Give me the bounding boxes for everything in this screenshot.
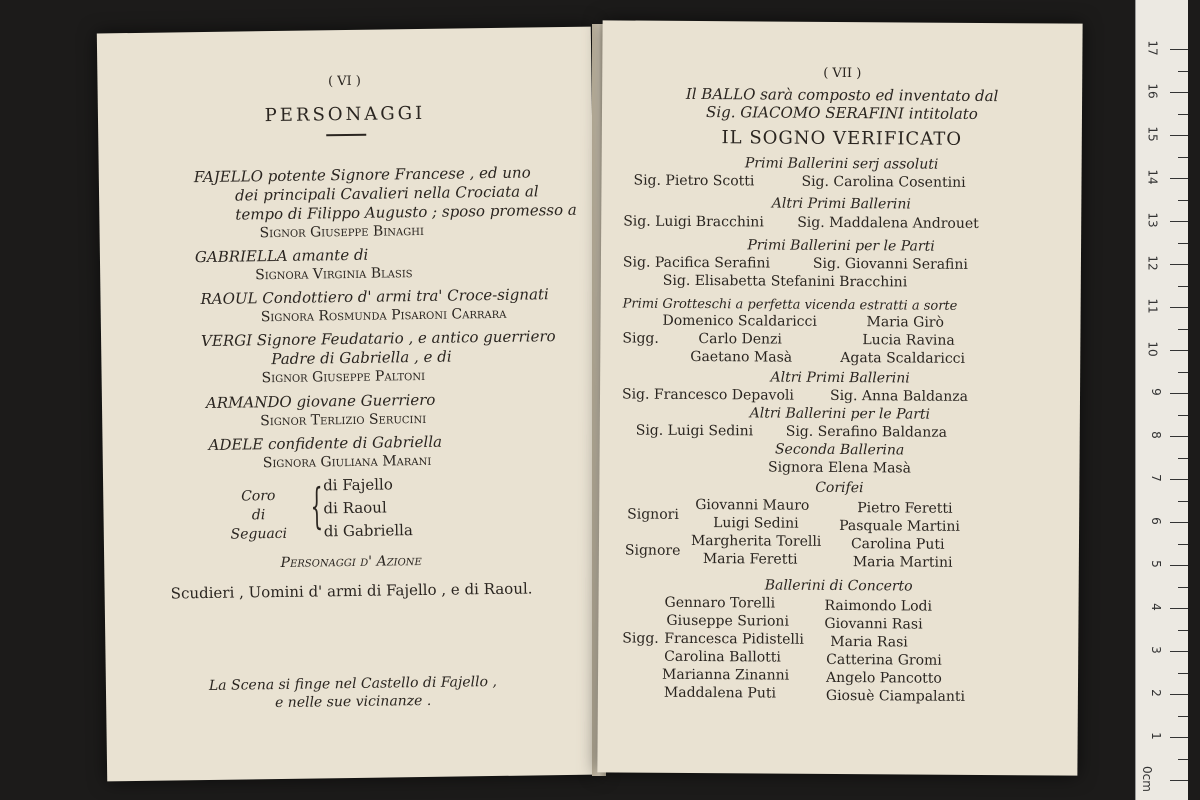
dancer: Lucia Ravina	[862, 332, 955, 349]
dancer: Gennaro Torelli	[664, 594, 776, 612]
intro-line: Il BALLO sarà composto ed inventato dal	[685, 84, 999, 106]
ruler-tick	[1170, 608, 1188, 609]
section-title: Altri Ballerini per le Parti	[749, 405, 931, 423]
scena-line: e nelle sue vicinanze .	[274, 692, 432, 712]
ruler-tick	[1178, 673, 1188, 674]
dancer: Pietro Feretti	[857, 500, 953, 517]
signore-label: Signore	[624, 542, 681, 559]
section-title: Primi Ballerini per le Parti	[747, 237, 935, 255]
ruler-tick	[1178, 759, 1188, 760]
ruler-tick	[1178, 501, 1188, 502]
dancer: Sig. Pacifica Serafini	[622, 254, 771, 272]
dancer: Margherita Torelli	[690, 532, 822, 550]
dancer: Luigi Sedini	[713, 515, 799, 532]
char-actor: Signora Rosmunda Pisaroni Carrara	[260, 305, 507, 326]
char-role: ARMANDO giovane Guerriero	[205, 390, 436, 412]
dancer: Sig. Luigi Bracchini	[623, 213, 764, 231]
azione-text: Scudieri , Uomini d' armi di Fajello , e di Raoul.	[170, 579, 533, 603]
dancer: Sig. Anna Baldanza	[829, 387, 969, 405]
ruler-tick	[1170, 307, 1188, 308]
ruler-tick	[1170, 565, 1188, 566]
ruler-tick	[1170, 522, 1188, 523]
ruler-tick	[1178, 157, 1188, 158]
ruler-tick	[1178, 114, 1188, 115]
dancer: Giovanni Rasi	[824, 615, 923, 633]
ruler-label: 11	[1145, 298, 1160, 314]
coro-item: di Raoul	[323, 498, 387, 518]
dancer: Sig. Serafino Baldanza	[785, 423, 948, 441]
coro-label: Seguaci	[230, 525, 288, 543]
ruler-label: 4	[1149, 603, 1164, 611]
section-title: Seconda Ballerina	[774, 441, 905, 459]
dancer: Carolina Puti	[850, 536, 945, 553]
ruler-label: 12	[1145, 255, 1160, 271]
dancer: Raimondo Lodi	[824, 597, 933, 615]
ruler-label: 16	[1145, 83, 1160, 99]
ruler-tick	[1170, 651, 1188, 652]
section-title: Ballerini di Concerto	[764, 577, 913, 595]
right-page	[597, 20, 1082, 775]
intro-line: Sig. GIACOMO SERAFINI intitolato	[706, 103, 978, 123]
sigg-label: Sigg.	[622, 330, 659, 347]
ruler-tick	[1178, 200, 1188, 201]
ruler-tick	[1170, 479, 1188, 480]
ruler-tick	[1178, 329, 1188, 330]
page-heading: PERSONAGGI	[264, 102, 426, 127]
dancer: Sig. Francesco Depavoli	[621, 386, 794, 404]
ruler-tick	[1170, 737, 1188, 738]
dancer: Francesca Pidistelli	[664, 630, 804, 648]
dancer: Sig. Carolina Cosentini	[801, 173, 966, 191]
divider	[326, 134, 366, 137]
char-role: tempo di Filippo Augusto ; sposo promesso a	[235, 200, 577, 224]
brace-icon: {	[310, 478, 324, 535]
ruler-tick	[1178, 458, 1188, 459]
dancer: Carolina Ballotti	[664, 648, 781, 666]
ruler-tick	[1178, 286, 1188, 287]
ruler-tick	[1178, 587, 1188, 588]
ruler-tick	[1170, 264, 1188, 265]
azione-heading: Personaggi d' Azione	[280, 552, 422, 571]
char-role: Padre di Gabriella , e di	[271, 347, 452, 369]
ruler-tick	[1178, 544, 1188, 545]
ruler-label: 1	[1149, 732, 1164, 740]
ruler-tick	[1170, 780, 1188, 781]
ruler-label: 14	[1145, 169, 1160, 185]
dancer: Sig. Pietro Scotti	[633, 172, 755, 190]
scena-line: La Scena si finge nel Castello di Fajello ,	[208, 673, 497, 694]
dancer: Maddalena Puti	[663, 684, 777, 702]
dancer: Giovanni Mauro	[695, 496, 810, 514]
page-number: ( VII )	[823, 65, 862, 82]
coro-label: di	[251, 507, 266, 524]
section-title: Corifei	[815, 479, 864, 497]
dancer: Pasquale Martini	[839, 517, 961, 535]
ruler-label: 0cm	[1140, 766, 1155, 792]
dancer: Signora Elena Masà	[767, 459, 912, 477]
ruler-tick	[1178, 372, 1188, 373]
ruler-tick	[1170, 694, 1188, 695]
ruler-label: 17	[1145, 40, 1160, 56]
dancer: Giosuè Ciampalanti	[825, 687, 966, 705]
ruler-tick	[1170, 436, 1188, 437]
char-role: FAJELLO potente Signore Francese , ed uno	[193, 163, 531, 187]
dancer: Maria Feretti	[702, 551, 798, 568]
char-role: GABRIELLA amante di	[194, 245, 369, 267]
sigg-label: Sigg.	[622, 630, 659, 647]
dancer: Maria Rasi	[830, 633, 908, 651]
dancer: Sig. Elisabetta Stefanini Bracchini	[662, 272, 908, 291]
ruler-tick	[1178, 630, 1188, 631]
ballet-title: IL SOGNO VERIFICATO	[721, 127, 963, 150]
measuring-ruler	[1135, 0, 1188, 800]
section-title: Altri Primi Ballerini	[771, 195, 911, 213]
ruler-label: 5	[1149, 560, 1164, 568]
ruler-tick	[1178, 415, 1188, 416]
dancer: Sig. Giovanni Serafini	[812, 255, 968, 273]
ruler-tick	[1178, 71, 1188, 72]
dancer: Agata Scaldaricci	[840, 350, 966, 367]
ruler-label: 9	[1149, 388, 1164, 396]
char-actor: Signora Virginia Blasis	[255, 265, 413, 284]
dancer: Marianna Zinanni	[662, 666, 790, 684]
coro-item: di Gabriella	[323, 521, 413, 541]
ruler-tick	[1170, 135, 1188, 136]
ruler-tick	[1170, 221, 1188, 222]
ruler-label: 3	[1149, 646, 1164, 654]
dancer: Angelo Pancotto	[825, 669, 942, 687]
char-actor: Signor Giuseppe Paltoni	[261, 367, 426, 387]
page-number: ( VI )	[327, 73, 362, 90]
dancer: Sig. Luigi Sedini	[635, 422, 754, 440]
ruler-tick	[1170, 350, 1188, 351]
ruler-tick	[1178, 243, 1188, 244]
ruler-label: 10	[1145, 341, 1160, 357]
dancer: Gaetano Masà	[690, 348, 793, 366]
char-actor: Signora Giuliana Marani	[262, 452, 432, 472]
ruler-label: 13	[1145, 212, 1160, 228]
dancer: Catterina Gromi	[826, 651, 942, 669]
ruler-label: 8	[1149, 431, 1164, 439]
ruler-label: 7	[1149, 474, 1164, 482]
ruler-tick	[1170, 393, 1188, 394]
dancer: Sig. Maddalena Androuet	[797, 214, 979, 232]
dancer: Giuseppe Surioni	[666, 612, 790, 630]
left-page	[97, 27, 601, 782]
coro-label: Coro	[241, 488, 276, 505]
ruler-label: 2	[1149, 689, 1164, 697]
dancer: Maria Girò	[866, 314, 945, 331]
char-role: dei principali Cavalieri nella Crociata al	[234, 182, 539, 205]
char-role: RAOUL Condottiero d' armi tra' Croce-signati	[200, 285, 549, 309]
char-actor: Signor Terlizio Serucini	[260, 410, 427, 430]
dancer: Maria Martini	[852, 554, 953, 571]
dancer: Carlo Denzi	[698, 331, 782, 348]
char-role: ADELE confidente di Gabriella	[208, 432, 443, 454]
signori-label: Signori	[627, 506, 679, 523]
ruler-tick	[1178, 716, 1188, 717]
ruler-tick	[1170, 178, 1188, 179]
char-role: VERGI Signore Feudatario , e antico guerriero	[200, 327, 556, 351]
ruler-label: 6	[1149, 517, 1164, 525]
ruler-tick	[1170, 92, 1188, 93]
section-title: Primi Ballerini serj assoluti	[744, 155, 939, 173]
ruler-label: 15	[1145, 126, 1160, 142]
section-title: Primi Grotteschi a perfetta vicenda estratti a sorte	[622, 296, 958, 314]
section-title: Altri Primi Ballerini	[770, 369, 910, 387]
ruler-tick	[1170, 49, 1188, 50]
char-actor: Signor Giuseppe Binaghi	[259, 222, 424, 242]
coro-item: di Fajello	[323, 475, 393, 495]
dancer: Domenico Scaldaricci	[662, 312, 817, 330]
